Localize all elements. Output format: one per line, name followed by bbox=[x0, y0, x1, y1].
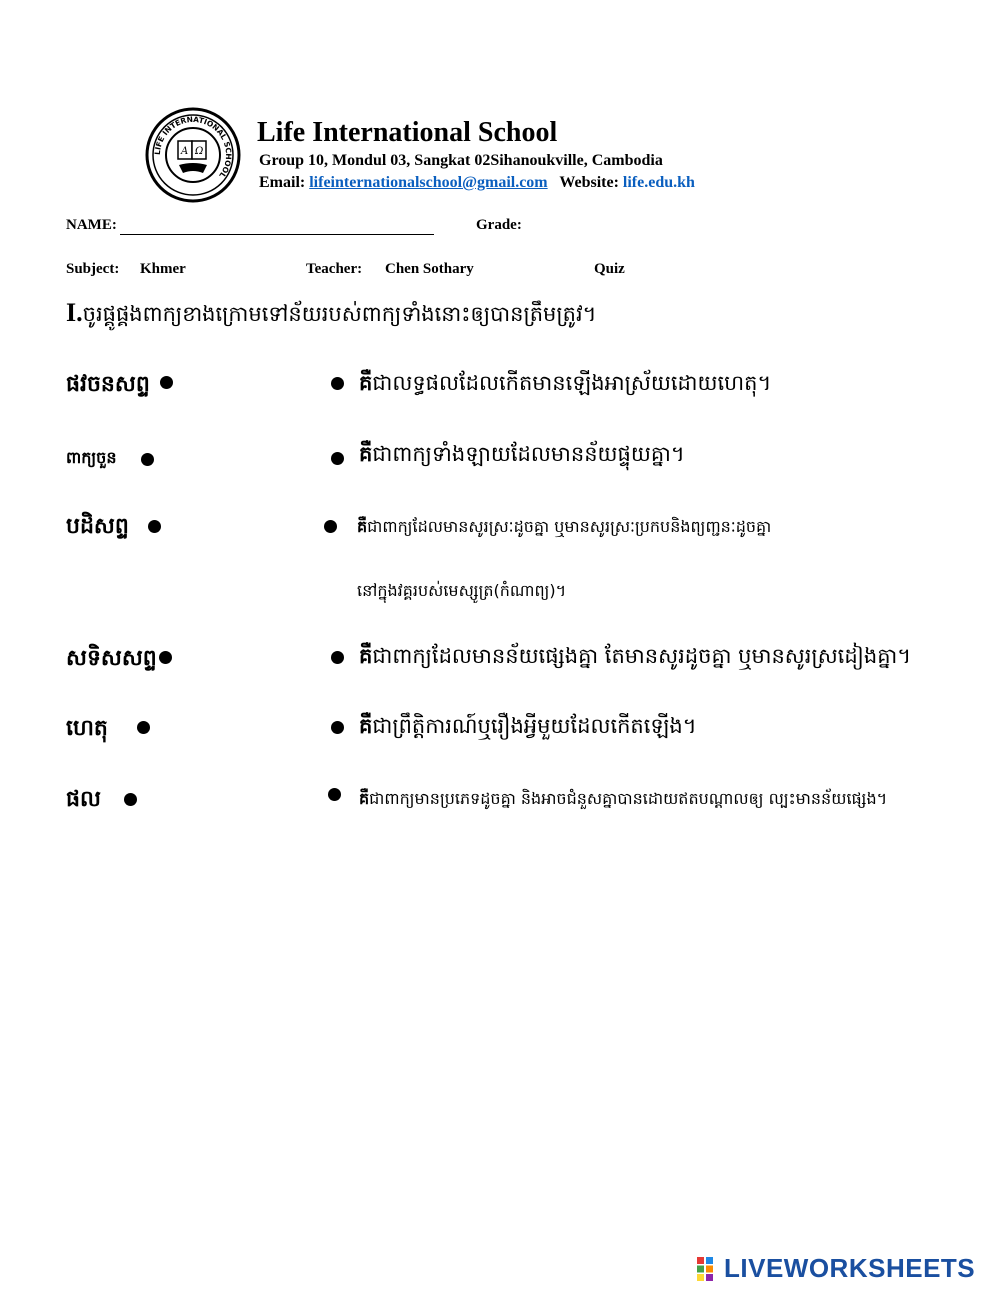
definition-text-3: ជាពាក្យដែលមានសូរស្រៈដូចគ្នា ឬមានសូរស្រៈប្រកបនិងព្យញ្ជនៈដូចគ្នា bbox=[367, 517, 772, 536]
school-address: Group 10, Mondul 03, Sangkat 02Sihanoukville, Cambodia bbox=[259, 152, 663, 169]
definition-lead-2: គឺ bbox=[359, 442, 373, 466]
name-label: NAME: bbox=[66, 217, 117, 233]
definition-4 bbox=[359, 643, 911, 674]
website-link[interactable]: life.edu.kh bbox=[622, 174, 695, 191]
term-5: ហេតុ bbox=[66, 716, 108, 741]
definition-1 bbox=[359, 370, 771, 401]
definition-lead-5: គឺ bbox=[359, 714, 373, 738]
match-dot-right-6[interactable] bbox=[328, 788, 341, 801]
liveworksheets-logo-icon bbox=[697, 1257, 723, 1281]
definition-lead-1: គឺ bbox=[359, 371, 373, 395]
match-dot-right-3[interactable] bbox=[324, 520, 337, 533]
definition-text-5: ជាព្រឹត្តិការណ៍ឬរឿងអ្វីមួយដែលកើតឡើង។ bbox=[372, 714, 697, 738]
teacher-label: Teacher: bbox=[306, 261, 363, 277]
definition-lead-3: គឺ bbox=[357, 517, 368, 536]
term-2: ពាក្យចួន bbox=[66, 448, 117, 467]
school-contact bbox=[259, 174, 695, 192]
match-dot-right-2[interactable] bbox=[331, 452, 344, 465]
school-seal-icon bbox=[145, 107, 241, 203]
definition-2 bbox=[359, 441, 685, 472]
teacher-value: Chen Sothary bbox=[385, 261, 474, 277]
definition-text-1: ជាលទ្ធផលដែលកើតមានឡើងអាស្រ័យដោយហេតុ។ bbox=[372, 371, 772, 395]
definition-text-4: ជាពាក្យដែលមានន័យផ្សេងគ្នា តែមានសូរដូចគ្នា ឬមានសូរស្រដៀងគ្នា។ bbox=[372, 644, 912, 668]
match-dot-right-1[interactable] bbox=[331, 377, 344, 390]
instruction-number: I. bbox=[66, 298, 83, 327]
subject-value: Khmer bbox=[140, 261, 186, 277]
definition-lead-4: គឺ bbox=[359, 644, 373, 668]
definition-5 bbox=[359, 713, 697, 744]
definition-text-6: ជាពាក្យមានប្រភេទដូចគ្នា និងអាចជំនួសគ្នាបានដោយឥតបណ្តាលឲ្យ ល្បះមានន័យផ្សេង។ bbox=[369, 789, 888, 808]
term-3: បដិសព្ទ bbox=[66, 514, 129, 539]
svg-text:Ω: Ω bbox=[195, 146, 204, 157]
term-4: សទិសសព្ទ bbox=[66, 646, 157, 671]
definition-3-continued: នៅក្នុងវគ្គរបស់មេស្សូត្រ(កំណាព្យ)។ bbox=[357, 581, 567, 600]
term-6: ផល bbox=[66, 787, 101, 812]
definition-3 bbox=[357, 516, 771, 540]
match-dot-left-4[interactable] bbox=[159, 651, 172, 664]
definition-text-2: ជាពាក្យទាំងឡាយដែលមានន័យផ្ទុយគ្នា។ bbox=[372, 442, 685, 466]
match-dot-left-3[interactable] bbox=[148, 520, 161, 533]
liveworksheets-brand: LIVEWORKSHEETS bbox=[724, 1253, 976, 1283]
definition-6 bbox=[359, 788, 887, 812]
term-1: ផវចនសព្ទ bbox=[66, 372, 150, 397]
subject-label: Subject: bbox=[66, 261, 120, 277]
name-input-line[interactable] bbox=[120, 234, 434, 235]
email-link[interactable]: lifeinternationalschool@gmail.com bbox=[309, 174, 548, 191]
instruction bbox=[66, 298, 596, 332]
grade-label: Grade: bbox=[476, 217, 522, 233]
match-dot-left-2[interactable] bbox=[141, 453, 154, 466]
match-dot-left-5[interactable] bbox=[137, 721, 150, 734]
instruction-text: ចូរផ្គូផ្គងពាក្យខាងក្រោមទៅន័យរបស់ពាក្យទាំងនោះឲ្យបានត្រឹមត្រូវ។ bbox=[82, 302, 597, 326]
website-label: Website: bbox=[559, 174, 619, 191]
quiz-label: Quiz bbox=[594, 261, 625, 277]
match-dot-left-6[interactable] bbox=[124, 793, 137, 806]
definition-lead-6: គឺ bbox=[359, 789, 370, 808]
svg-text:A: A bbox=[181, 146, 189, 157]
email-label: Email: bbox=[259, 174, 306, 191]
school-name: Life International School bbox=[257, 117, 558, 148]
logo-ring-text: LIFE INTERNATIONAL SCHOOL bbox=[152, 114, 234, 180]
match-dot-right-4[interactable] bbox=[331, 651, 344, 664]
match-dot-right-5[interactable] bbox=[331, 721, 344, 734]
match-dot-left-1[interactable] bbox=[160, 376, 173, 389]
